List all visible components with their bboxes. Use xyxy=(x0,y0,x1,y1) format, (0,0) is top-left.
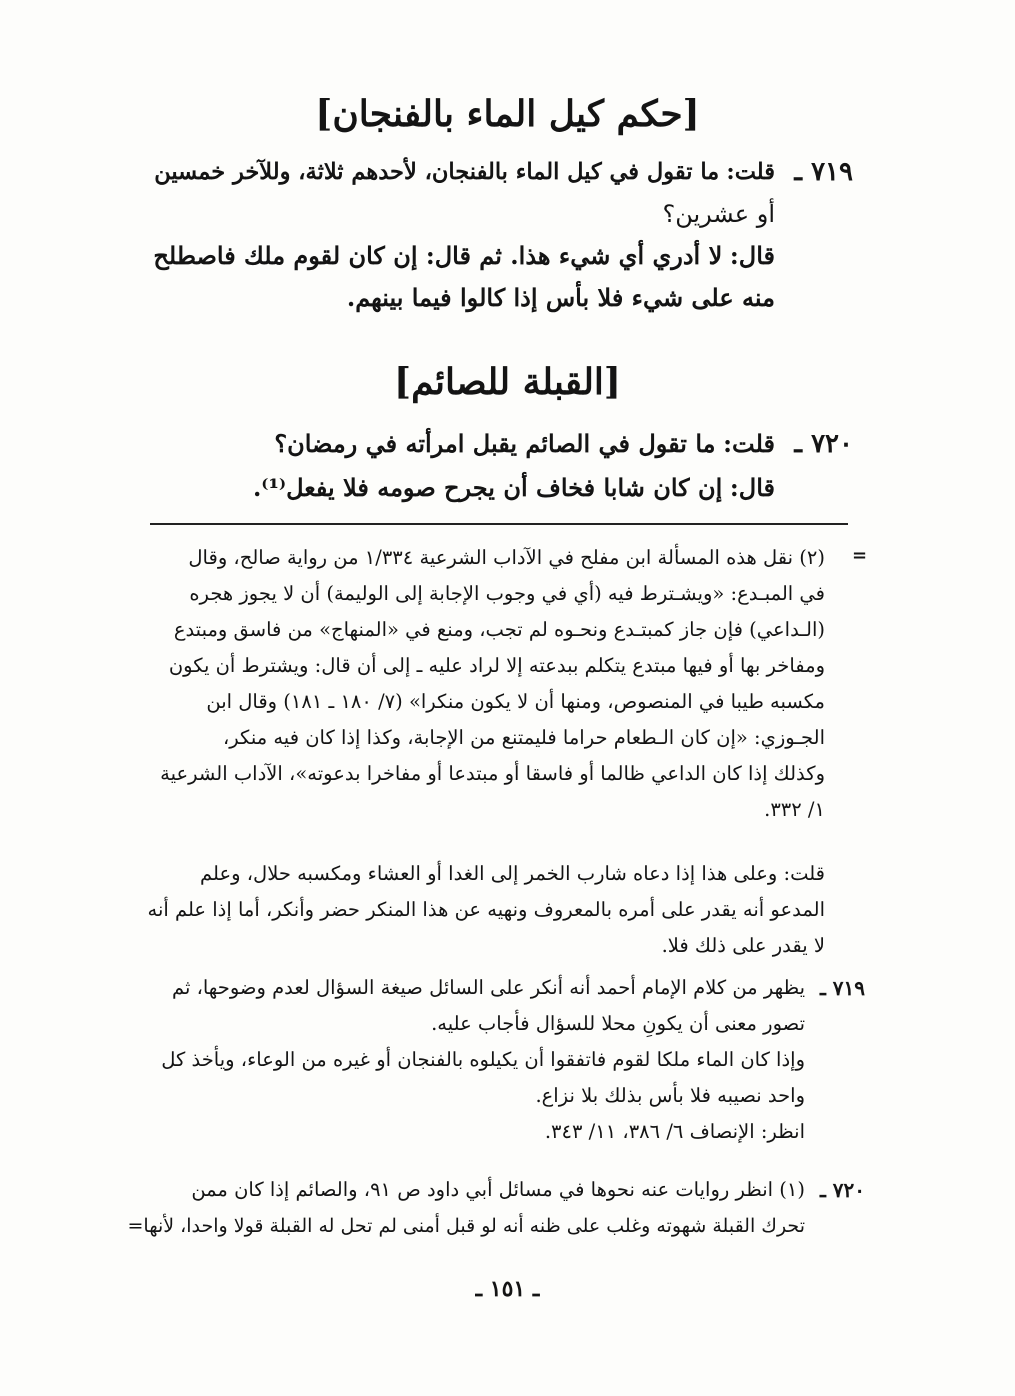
footnote-line: (الـداعي) فإن جاز كمبتـدع ونحـوه لم تجب، ومنع في «المنهاج» من فاسق ومبتدع xyxy=(173,618,825,641)
commentary-line: (١) انظر روايات عنه نحوها في مسائل أبي داود ص ٩١، والصائم إذا كان ممن xyxy=(191,1178,805,1201)
entry-number: ٧١٩ ـ xyxy=(794,157,853,187)
commentary-number-720: ٧٢٠ ـ xyxy=(819,1178,865,1202)
entry-question-line-2: أو عشرين؟ xyxy=(662,200,775,228)
footnote-2-comment xyxy=(135,856,825,966)
entry-719 xyxy=(153,150,853,330)
entry-answer-line-1 xyxy=(253,466,775,510)
commentary-719 xyxy=(115,970,805,1160)
commentary-line: واحد نصيبه فلا بأس بذلك بلا نزاع. xyxy=(535,1084,805,1107)
footnote-2 xyxy=(135,540,825,840)
question-text-1: ما تقول في كيل الماء بالفنجان، لأحدهم ثلاثة، وللآخر خمسين xyxy=(154,159,720,185)
answer-text-1: إن كان شابا فخاف أن يجرح صومه فلا يفعل⁽¹⁾. xyxy=(252,473,723,502)
question-prefix: قلت: xyxy=(723,429,775,458)
commentary-line: يظهر من كلام الإمام أحمد أنه أنكر على السائل صيغة السؤال لعدم وضوحها، ثم xyxy=(171,976,805,999)
question-text-1: ما تقول في الصائم يقبل امرأته في رمضان؟ xyxy=(274,429,716,458)
page-number: ـ ١٥١ ـ xyxy=(475,1276,540,1302)
footnote-line: في المبـدع: «ويشـترط فيه (أي في وجوب الإجابة إلى الوليمة) أن لا يجوز هجره xyxy=(189,582,825,605)
footnote-separator xyxy=(150,523,848,525)
footnote-line: المدعو أنه يقدر على أمره بالمعروف ونهيه عن هذا المنكر حضر وأنكر، أما إذا علم أنه xyxy=(147,898,825,921)
question-prefix: قلت: xyxy=(726,159,775,185)
footnote-line: وكذلك إذا كان الداعي ظالما أو فاسقا أو مبتدعا أو مفاخرا بدعوته»، الآداب الشرعية xyxy=(160,762,825,785)
footnote-line: ١/ ٣٣٢. xyxy=(764,798,825,821)
entry-720 xyxy=(153,422,853,512)
footnote-line: مكسبه طيبا في المنصوص، ومنها أن لا يكون منكرا» (٧/ ١٨٠ ـ ١٨١) وقال ابن xyxy=(206,690,825,713)
commentary-line: تحرك القبلة شهوته وغلب على ظنه أنه لو قبل أمنى لم تحل له القبلة قولا واحدا، لأنها= xyxy=(127,1215,805,1237)
commentary-line: تصور معنى أن يكونِ محلا للسؤال فأجاب عليه. xyxy=(431,1012,805,1035)
section-heading-water-measure: [حكم كيل الماء بالفنجان] xyxy=(315,93,700,135)
answer-text-1: لا أدري أي شيء هذا. ثم قال: إن كان لقوم ملك فاصطلح xyxy=(153,241,723,270)
footnote-line: ومفاخر بها أو فيها مبتدع يتكلم ببدعته إلا لراد عليه ـ إلى أن قال: ويشترط أن يكون xyxy=(168,654,825,677)
entry-number: ٧٢٠ ـ xyxy=(794,429,853,459)
section-heading-fasting-kiss: [القبلة للصائم] xyxy=(394,361,621,403)
commentary-number-719: ٧١٩ ـ xyxy=(819,976,865,1000)
answer-prefix: قال: xyxy=(729,241,775,270)
footnote-line: قلت: وعلى هذا إذا دعاه شارب الخمر إلى الغدا أو العشاء ومكسبه حلال، وعلم xyxy=(200,862,825,885)
commentary-720 xyxy=(115,1172,805,1252)
footnote-line: لا يقدر على ذلك فلا. xyxy=(661,934,825,957)
commentary-line: انظر: الإنصاف ٦/ ٣٨٦، ١١/ ٣٤٣. xyxy=(544,1120,805,1143)
entry-question-line-1 xyxy=(154,150,775,194)
footnote-line: (٢) نقل هذه المسألة ابن مفلح في الآداب الشرعية ١/٣٣٤ من رواية صالح، وقال xyxy=(188,546,825,569)
answer-prefix: قال: xyxy=(729,473,775,502)
footnote-line: الجـوزي: «إن كان الـطعام حراما فليمتنع من الإجابة، وكذا إذا كان فيه منكر، xyxy=(223,726,825,749)
commentary-line: وإذا كان الماء ملكا لقوم فاتفقوا أن يكيلوه بالفنجان أو غيره من الوعاء، ويأخذ كل xyxy=(161,1048,805,1071)
entry-answer-line-2: منه على شيء فلا بأس إذا كالوا فيما بينهم. xyxy=(346,283,775,312)
entry-answer-line-1 xyxy=(153,234,775,278)
footnote-continuation-mark: = xyxy=(852,545,868,566)
entry-question-line-1 xyxy=(274,422,775,466)
